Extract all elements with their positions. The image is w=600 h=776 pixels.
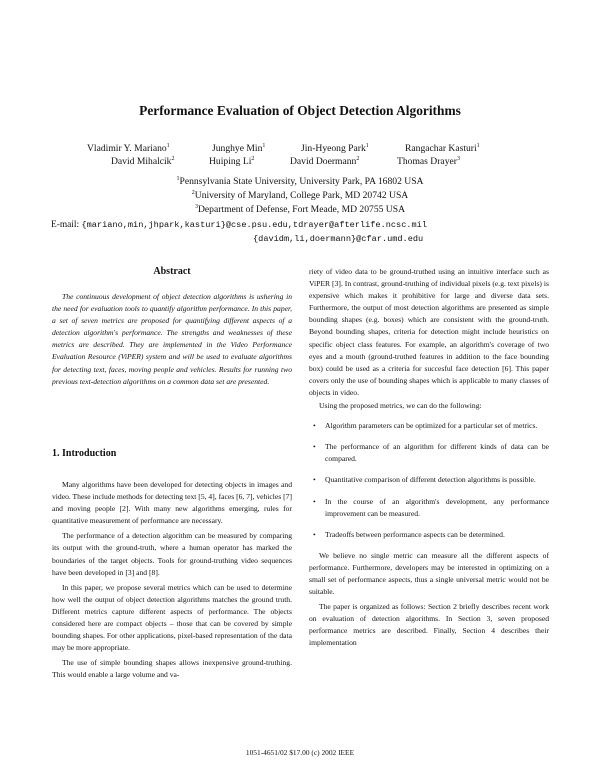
author-name: Huiping Li [209, 156, 252, 167]
email-line-2 [253, 234, 423, 244]
affiliation-mark: 3 [194, 204, 198, 210]
author-name: Jin-Hyeong Park [301, 143, 366, 154]
bullet-icon: • [313, 475, 316, 485]
author [301, 143, 369, 154]
list-item [313, 420, 549, 432]
author [397, 156, 460, 167]
right-column [309, 266, 549, 650]
affiliation-text: Pennsylvania State University, University Park, PA 16802 USA [179, 176, 424, 187]
paragraph: The performance of a detection algorithm can be measured by comparing its output with the ground-truth, where a human operator has marked the boundaries of the target objects. Tools for ground-truthing video sequences have been developed in [3] and [8]. [52, 531, 292, 577]
paragraph: The use of simple bounding shapes allows inexpensive ground-truthing. This would enable a large volume and va- [52, 658, 292, 680]
author-affiliation-mark: 1 [262, 143, 266, 149]
author [405, 143, 480, 154]
bullet-icon: • [313, 421, 316, 431]
author [87, 143, 170, 154]
list-item-text: The performance of an algorithm for different kinds of data can be compared. [325, 442, 549, 464]
author-name: Thomas Drayer [397, 156, 457, 167]
introduction-section [52, 448, 292, 682]
copyright-footer: 1051-4651/02 $17.00 (c) 2002 IEEE [245, 748, 355, 757]
list-item [313, 496, 549, 520]
bullet-list [309, 420, 549, 541]
list-item [313, 529, 549, 541]
affiliation-text: Department of Defense, Fort Meade, MD 20755 USA [197, 204, 406, 215]
author-name: David Doermann [290, 156, 357, 167]
author-name: Rangachar Kasturi [405, 143, 477, 154]
author [111, 156, 174, 167]
bullet-icon: • [313, 496, 316, 506]
email-line-1 [51, 220, 427, 230]
bullet-icon: • [313, 529, 316, 539]
affiliation-mark: 2 [191, 190, 195, 196]
email-label: E-mail: [51, 220, 82, 230]
paragraph: Using the proposed metrics, we can do the following: [319, 401, 482, 411]
author-affiliation-mark: 1 [476, 143, 480, 149]
author-affiliation-mark: 1 [365, 143, 369, 149]
section-heading: 1. Introduction [52, 448, 117, 459]
author [212, 143, 265, 154]
author-name: Junghye Min [212, 143, 263, 154]
author-affiliation-mark: 2 [171, 156, 175, 162]
affiliation-text: University of Maryland, College Park, MD 20742 USA [194, 190, 409, 201]
paragraph: In this paper, we propose several metrics which can be used to determine how well the output of object detection algorithms matches the ground truth. Different metrics capture different aspects of performance. The objects considered here are compact objects – those that can be covered by simple bounding shapes. For other applications, pixel-based representation of the data may be more appropriate. [52, 582, 292, 653]
paragraph: riety of video data to be ground-truthed using an intuitive interface such as ViPER [3]. In contrast, ground-truthing of individual pixels (e.g. text pixels) is expensive which makes it prohibitive for large and diverse data sets. Furthermore, the output of most detection algorithms are presented as simple bounding shapes (e.g. boxes) which are consistent with the ground-truth. Beyond bounding shapes, criteria for detection might include heuristics on specific object class features. For example, an algorithm's coverage of two eyes and a mouth (ground-truthed features in addition to the face bounding box) could be used as a criteria for succesful face detection [6]. This paper covers only the use of bounding shapes which is applicable to many classes of objects in video. [309, 267, 549, 397]
abstract-text: The continuous development of object detection algorithms is ushering in the need for evaluation tools to quantify algorithm performance. In this paper, a set of seven metrics are proposed for quantifying different aspects of a detection algorithm's performance. The strengths and weaknesses of these metrics are described. They are implemented in the Video Performance Evaluation Resource (ViPER) system and will be used to evaluate algorithms for detecting text, faces, moving people and vehicles. Results for running two previous text-detection algorithms on a common data set are presented. [52, 292, 292, 386]
affiliation [0, 204, 600, 215]
email-addresses: {mariano,min,jhpark,kasturi}@cse.psu.edu,tdrayer@afterlife.ncsc.mil [81, 220, 427, 230]
list-item-text: Quantitative comparison of different detection algorithms is possible. [325, 475, 536, 485]
affiliation-mark: 1 [176, 176, 180, 182]
author-name: Vladimir Y. Mariano [87, 143, 167, 154]
author-affiliation-mark: 2 [356, 156, 360, 162]
affiliation [0, 190, 600, 201]
author [290, 156, 359, 167]
author [209, 156, 254, 167]
abstract-heading: Abstract [153, 266, 191, 277]
paragraph: Many algorithms have been developed for detecting objects in images and video. These include methods for detecting text [5, 4], faces [6, 7], vehicles [7] and moving people [2]. With many new algorithms emerging, rules for quantitative measurement of performance are necessary. [52, 480, 292, 526]
author-affiliation-mark: 1 [166, 143, 170, 149]
paragraph: The paper is organized as follows: Section 2 briefly describes recent work on evaluation of detection algorithms. In Section 3, seven proposed performance metrics are described. Finally, Section 4 describes their implementation [309, 602, 549, 648]
list-item-text: Algorithm parameters can be optimized for a particular set of metrics. [325, 421, 538, 431]
author-affiliation-mark: 2 [251, 156, 255, 162]
paragraph: We believe no single metric can measure all the different aspects of performance. Furthermore, developers may be interested in optimizing on a small set of performance aspects, thus a single universal metric would not be suitable. [309, 550, 549, 597]
list-item [313, 474, 549, 486]
author-affiliation-mark: 3 [456, 156, 460, 162]
list-item [313, 441, 549, 465]
affiliation [0, 176, 600, 187]
author-name: David Mihalcik [111, 156, 172, 167]
abstract-section [52, 266, 292, 388]
paper-title: Performance Evaluation of Object Detection Algorithms [139, 103, 461, 118]
list-item-text: In the course of an algorithm's development, any performance improvement can be measured. [325, 496, 549, 518]
list-item-text: Tradeoffs between performance aspects can be determined. [325, 529, 505, 539]
email-addresses: {davidm,li,doermann}@cfar.umd.edu [253, 234, 424, 244]
bullet-icon: • [313, 442, 316, 452]
